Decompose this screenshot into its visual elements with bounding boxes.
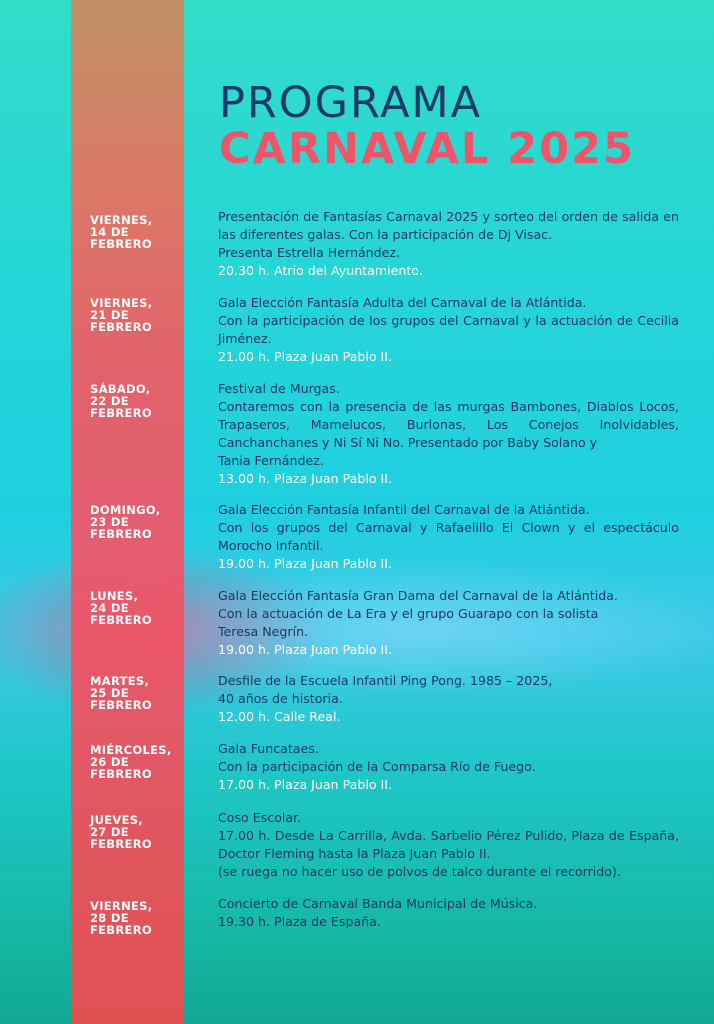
event-time-place: 21.00 h. Plaza Juan Pablo II. [218, 349, 392, 364]
desc-line: Festival de Murgas. [218, 381, 340, 396]
event-time-place: 19.00 h. Plaza Juan Pablo II. [218, 642, 392, 657]
date-day: MARTES, [90, 674, 150, 688]
desc-line: Con la actuación de La Era y el grupo Guarapo con la solista [218, 606, 599, 621]
desc-line: Teresa Negrín. [218, 624, 309, 639]
date-number: 24 DE [90, 601, 129, 615]
date-number: 26 DE [90, 755, 129, 769]
desc-line: Tania Fernández. [218, 453, 324, 468]
desc-line: Con los grupos del Carnaval y Rafaelillo El Clown y el espectáculo Morocho Infantil. [218, 520, 679, 553]
date-day: VIERNES, [90, 899, 153, 913]
date-day: MIÉRCOLES, [90, 743, 172, 757]
desc-line: Gala Elección Fantasía Infantil del Carnaval de la Atlántida. [218, 502, 590, 517]
event-time-place: 19.00 h. Plaza Juan Pablo II. [218, 556, 392, 571]
event-description [218, 672, 679, 726]
date-day: JUEVES, [90, 813, 143, 827]
title-programa: PROGRAMA [219, 78, 483, 128]
event-date [90, 814, 180, 850]
date-number: 22 DE [90, 394, 129, 408]
event-description [218, 895, 679, 931]
event-date [90, 214, 180, 250]
date-month: FEBRERO [90, 237, 152, 251]
event-description [218, 294, 679, 366]
event-time-place: 20.30 h. Atrio del Ayuntamiento. [218, 263, 423, 278]
desc-line: Concierto de Carnaval Banda Municipal de Música. [218, 896, 538, 911]
event-time-place: 13.00 h. Plaza Juan Pablo II. [218, 471, 392, 486]
event-description [218, 208, 679, 280]
date-number: 25 DE [90, 686, 129, 700]
event-date [90, 504, 180, 540]
event-date [90, 383, 180, 419]
desc-line: (se ruega no hacer uso de polvos de talco durante el recorrido). [218, 864, 621, 879]
desc-line: Presenta Estrella Hernández. [218, 245, 401, 260]
desc-line: Coso Escolar. [218, 810, 302, 825]
event-description [218, 809, 679, 881]
date-number: 21 DE [90, 308, 129, 322]
date-number: 14 DE [90, 225, 129, 239]
desc-line: 40 años de historia. [218, 691, 343, 706]
event-description [218, 501, 679, 573]
date-month: FEBRERO [90, 698, 152, 712]
desc-line: Con la participación de la Comparsa Río de Fuego. [218, 759, 536, 774]
desc-line: Gala Elección Fantasía Gran Dama del Carnaval de la Atlántida. [218, 588, 618, 603]
desc-line: Gala Elección Fantasía Adulta del Carnaval de la Atlántida. [218, 295, 587, 310]
desc-line: Gala Funcataes. [218, 741, 319, 756]
date-day: DOMINGO, [90, 503, 161, 517]
date-day: LUNES, [90, 589, 139, 603]
date-month: FEBRERO [90, 406, 152, 420]
date-day: SÁBADO, [90, 382, 151, 396]
event-date [90, 675, 180, 711]
date-month: FEBRERO [90, 527, 152, 541]
event-description [218, 740, 679, 794]
date-month: FEBRERO [90, 923, 152, 937]
desc-line: Desfile de la Escuela Infantil Ping Pong. 1985 – 2025, [218, 673, 553, 688]
date-number: 27 DE [90, 825, 129, 839]
date-number: 23 DE [90, 515, 129, 529]
event-date [90, 590, 180, 626]
event-time-place: 19.30 h. Plaza de España. [218, 914, 381, 929]
date-month: FEBRERO [90, 320, 152, 334]
date-day: VIERNES, [90, 296, 153, 310]
event-date [90, 900, 180, 936]
desc-line: Contaremos con la presencia de las murgas Bambones, Diablos Locos, Trapaseros, Mamelucos, Burlonas, Los Conejos Inolvidables, Canchanchanes y Ni Sí Ni No. Presentado por Baby Solano y [218, 399, 679, 450]
event-date [90, 297, 180, 333]
desc-line: Con la participación de los grupos del Carnaval y la actuación de Cecilia Jiménez. [218, 313, 679, 346]
date-month: FEBRERO [90, 767, 152, 781]
desc-line: 17.00 h. Desde La Carrilla, Avda. Sarbelio Pérez Pulido, Plaza de España, Doctor Fleming hasta la Plaza Juan Pablo II. [218, 828, 679, 861]
title-carnaval-2025: CARNAVAL 2025 [219, 124, 635, 174]
date-month: FEBRERO [90, 837, 152, 851]
date-day: VIERNES, [90, 213, 153, 227]
date-month: FEBRERO [90, 613, 152, 627]
event-description [218, 587, 679, 659]
date-number: 28 DE [90, 911, 129, 925]
program-title [219, 80, 635, 172]
event-date [90, 744, 180, 780]
event-time-place: 17.00 h. Plaza Juan Pablo II. [218, 777, 392, 792]
desc-line: Presentación de Fantasías Carnaval 2025 y sorteo del orden de salida en las diferentes galas. Con la participación de Dj Visac. [218, 209, 679, 242]
event-description [218, 380, 679, 488]
event-time-place: 12.00 h. Calle Real. [218, 709, 341, 724]
